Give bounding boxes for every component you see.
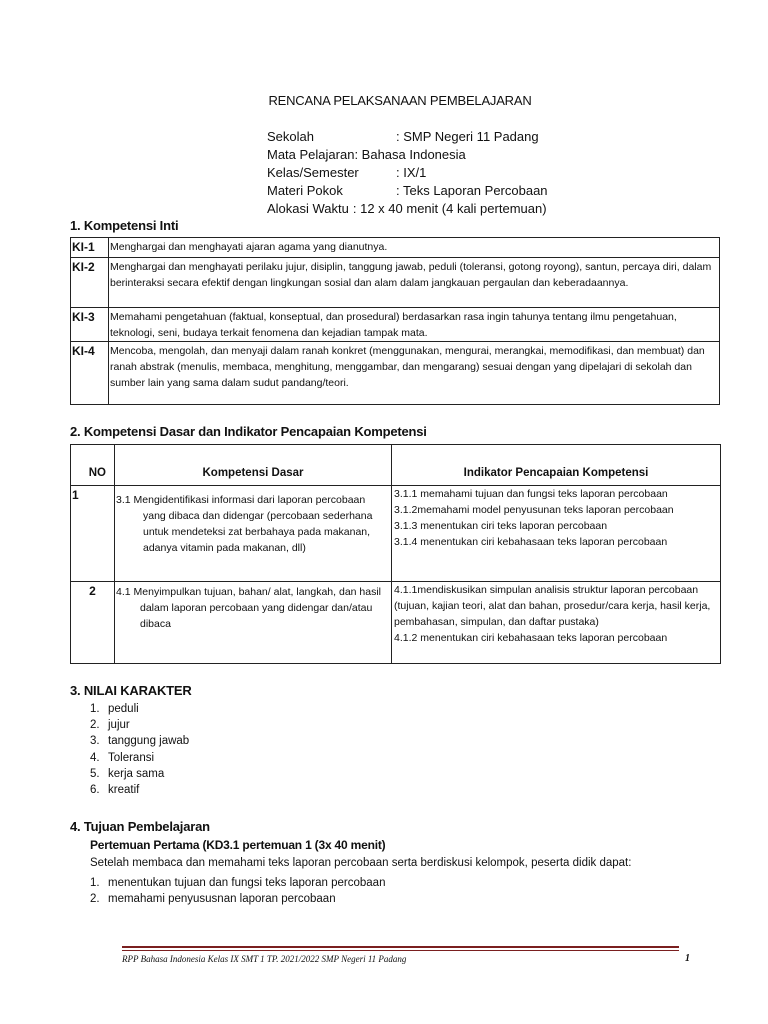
table-row	[71, 486, 721, 582]
list-item: 4. Toleransi	[90, 751, 155, 764]
footer-rule-thin	[122, 950, 679, 951]
column-header-no: NO	[71, 445, 115, 486]
list-item: 5. kerja sama	[90, 767, 165, 780]
meta-class-value: : IX/1	[396, 165, 427, 180]
ki-code: KI-4	[71, 342, 109, 405]
ki-code: KI-2	[71, 258, 109, 308]
indicator-item: 3.1.2memahami model penyusunan teks laporan percobaan	[394, 504, 674, 516]
meta-subject-value: : Bahasa Indonesia	[354, 147, 466, 162]
ki-text: Mencoba, mengolah, dan menyaji dalam ranah konkret (menggunakan, mengurai, merangkai, memodifikasi, dan membuat) dan ranah abstrak (menulis, membaca, menghitung, menggambar, dan mengarang) sesuai dengan yang dipelajari di sekolah dan sumber lain yang sama dalam sudut pandang/teori.	[109, 342, 720, 405]
list-item: 1. peduli	[90, 703, 139, 715]
meta-topic-label: Materi Pokok	[267, 183, 343, 198]
meta-time	[267, 200, 548, 218]
page-number: 1	[685, 953, 690, 964]
meeting-title: Pertemuan Pertama (KD3.1 pertemuan 1 (3x 40 menit)	[90, 838, 386, 852]
section-heading-nilai-karakter: 3. NILAI KARAKTER	[70, 683, 192, 698]
nilai-karakter-list	[90, 701, 189, 798]
kd-text: 4.1 Menyimpulkan tujuan, bahan/ alat, langkah, dan hasil dalam laporan percobaan yang didengar dan/atau dibaca	[116, 586, 382, 630]
ki-code: KI-1	[71, 238, 109, 258]
list-item: 3. tanggung jawab	[90, 735, 190, 748]
tujuan-list	[90, 875, 385, 907]
list-item: 2. memahami penyususnan laporan percobaan	[90, 893, 336, 906]
table-row	[71, 308, 720, 342]
table-row	[71, 342, 720, 405]
kompetensi-dasar-table	[70, 444, 721, 664]
footer-rule-thick	[122, 946, 679, 948]
meta-topic-value: : Teks Laporan Percobaan	[396, 183, 548, 198]
document-meta	[267, 128, 548, 218]
indicator-item: 3.1.4 menentukan ciri kebahasaan teks laporan percobaan	[394, 536, 668, 548]
meta-topic	[267, 182, 548, 200]
list-item: 1. menentukan tujuan dan fungsi teks laporan percobaan	[90, 877, 386, 889]
column-header-indikator: Indikator Pencapaian Kompetensi	[392, 445, 721, 486]
row-number: 1	[71, 486, 115, 582]
indikator-cell	[392, 486, 721, 582]
meta-class	[267, 164, 548, 182]
indicator-item: 4.1.1mendiskusikan simpulan analisis struktur laporan percobaan (tujuan, kajian teori, alat dan bahan, prosedur/cara kerja, hasil kerja, pembahasan, simpulan, dan daftar pustaka)	[394, 584, 711, 628]
meta-school-label: Sekolah	[267, 129, 314, 144]
row-number: 2	[71, 582, 115, 664]
ki-text: Menghargai dan menghayati ajaran agama yang dianutnya.	[109, 238, 720, 258]
document-title: RENCANA PELAKSANAAN PEMBELAJARAN	[268, 93, 532, 108]
indicator-item: 3.1.3 menentukan ciri teks laporan percobaan	[394, 520, 608, 532]
section-heading-kompetensi-inti: 1. Kompetensi Inti	[70, 218, 179, 233]
meta-subject-label: Mata Pelajaran	[267, 147, 355, 162]
tujuan-intro: Setelah membaca dan memahami teks laporan percobaan serta berdiskusi kelompok, peserta didik dapat:	[90, 857, 632, 869]
meta-school-value: : SMP Negeri 11 Padang	[396, 129, 539, 144]
indicator-item: 4.1.2 menentukan ciri kebahasaan teks laporan percobaan	[394, 632, 668, 644]
kd-text: 3.1 Mengidentifikasi informasi dari laporan percobaan yang dibaca dan didengar (percobaan sederhana untuk mendeteksi zat berbahaya pada makanan, adanya vitamin pada makanan, dll)	[116, 494, 373, 554]
kompetensi-inti-table	[70, 237, 720, 405]
ki-text: Memahami pengetahuan (faktual, konseptual, dan prosedural) berdasarkan rasa ingin tahunya tentang ilmu pengetahuan, teknologi, seni, budaya terkait fenomena dan kejadian tampak mata.	[109, 308, 720, 342]
table-row	[71, 238, 720, 258]
list-item: 6. kreatif	[90, 784, 140, 797]
column-header-kompetensi-dasar: Kompetensi Dasar	[115, 445, 392, 486]
ki-code: KI-3	[71, 308, 109, 342]
kompetensi-dasar-cell	[115, 582, 392, 664]
section-heading-tujuan-pembelajaran: 4. Tujuan Pembelajaran	[70, 819, 210, 834]
table-row	[71, 258, 720, 308]
kompetensi-dasar-cell	[115, 486, 392, 582]
list-item: 2. jujur	[90, 719, 130, 732]
meta-class-label: Kelas/Semester	[267, 165, 359, 180]
meta-time-value: : 12 x 40 menit (4 kali pertemuan)	[352, 201, 547, 216]
table-header-row	[71, 445, 721, 486]
section-heading-kompetensi-dasar: 2. Kompetensi Dasar dan Indikator Pencapaian Kompetensi	[70, 424, 427, 439]
footer-text: RPP Bahasa Indonesia Kelas IX SMT 1 TP. 2021/2022 SMP Negeri 11 Padang	[122, 954, 407, 964]
meta-time-label: Alokasi Waktu	[267, 201, 349, 216]
meta-subject	[267, 146, 548, 164]
indikator-cell	[392, 582, 721, 664]
indicator-item: 3.1.1 memahami tujuan dan fungsi teks laporan percobaan	[394, 488, 668, 500]
meta-school	[267, 128, 548, 146]
table-row	[71, 582, 721, 664]
ki-text: Menghargai dan menghayati perilaku jujur, disiplin, tanggung jawab, peduli (toleransi, gotong royong), santun, percaya diri, dalam berinteraksi secara efektif dengan lingkungan sosial dan alam dalam jangkauan pergaulan dan keberadaannya.	[109, 258, 720, 308]
